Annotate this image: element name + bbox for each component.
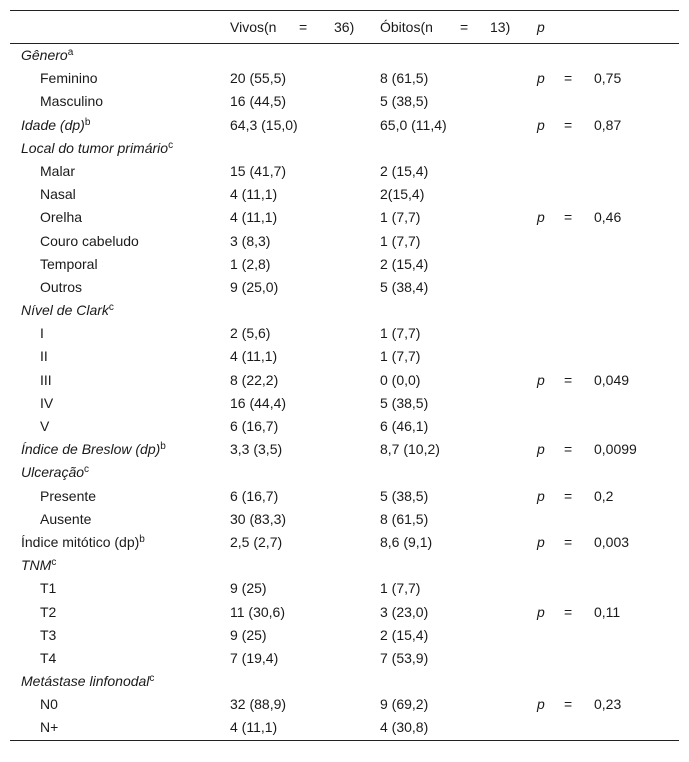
- section-label: Idade (dp)$^b$: [21, 116, 91, 133]
- p-symbol: p: [537, 696, 545, 713]
- p-value: 0,75: [594, 70, 622, 87]
- section-label: Nível de Clark$^c$: [21, 302, 114, 319]
- header-obitos-eq: =: [460, 19, 469, 35]
- section-label: TNM$^c$: [21, 557, 57, 574]
- table-row: Temporal 1 (2,8) 2 (15,4): [40, 255, 429, 272]
- p-value: 0,23: [594, 696, 622, 713]
- table-row: T3 9 (25) 2 (15,4): [40, 626, 429, 643]
- table-row: N0 32 (88,9) 9 (69,2) p = 0,23: [10, 693, 679, 716]
- p-symbol: p: [537, 116, 545, 133]
- table-row: T4 7 (19,4) 7 (53,9): [40, 649, 429, 666]
- p-symbol: p: [537, 533, 545, 550]
- table-row: Malar 15 (41,7) 2 (15,4): [40, 162, 429, 179]
- table-row: Masculino 16 (44,5) 5 (38,5): [40, 93, 429, 110]
- p-value: 0,11: [594, 603, 621, 620]
- section-metastase: [10, 670, 679, 693]
- table-row: T1 9 (25) 1 (7,7): [40, 580, 421, 597]
- header-obitos-label: Óbitos(n: [380, 19, 433, 35]
- p-symbol: p: [537, 603, 545, 620]
- header-vivos-label: Vivos(n: [230, 19, 277, 35]
- results-table: [10, 10, 679, 741]
- section-clark: [10, 299, 679, 322]
- header-p-label: p: [537, 19, 545, 35]
- section-label: Índice de Breslow (dp)$^b$: [21, 441, 166, 458]
- table-row: Couro cabeludo 3 (8,3) 1 (7,7): [40, 232, 421, 249]
- section-breslow: Índice de Breslow (dp)$^b$ 3,3 (3,5) 8,7 (10,2) p = 0,0099: [10, 438, 679, 461]
- p-symbol: p: [537, 487, 545, 504]
- table-row: IV 16 (44,4) 5 (38,5): [40, 394, 429, 411]
- table-row: Orelha 4 (11,1) 1 (7,7) p = 0,46: [10, 206, 679, 229]
- p-symbol: p: [537, 70, 545, 87]
- p-value: 0,46: [594, 209, 622, 226]
- section-tnm: [10, 554, 679, 577]
- header-obitos-n: 13): [490, 19, 511, 35]
- table-row: II 4 (11,1) 1 (7,7): [40, 348, 421, 365]
- p-value: 0,049: [594, 371, 630, 388]
- p-value: 0,003: [594, 533, 630, 550]
- section-idade: Idade (dp)$^b$ 64,3 (15,0) 65,0 (11,4) p = 0,87: [10, 114, 679, 137]
- table-row: III 8 (22,2) 0 (0,0) p = 0,049: [10, 369, 679, 392]
- table-row: V 6 (16,7) 6 (46,1): [40, 418, 429, 434]
- p-value: 0,0099: [594, 441, 637, 458]
- genero-group: [10, 67, 679, 113]
- section-label: Ulceração$^c$: [21, 464, 90, 481]
- section-label: Gênero$^a$: [21, 47, 74, 63]
- header-vivos-n: 36): [334, 19, 355, 35]
- p-symbol: p: [537, 441, 545, 458]
- table-row: Presente 6 (16,7) 5 (38,5) p = 0,2: [10, 485, 679, 508]
- p-value: 0,87: [594, 116, 622, 133]
- p-value: 0,2: [594, 487, 614, 504]
- header-vivos-eq: =: [299, 19, 308, 35]
- section-local: [10, 137, 679, 160]
- table-row: N+ 4 (11,1) 4 (30,8): [40, 719, 429, 736]
- section-label: Metástase linfonodal$^c$: [21, 673, 155, 690]
- table-row: Feminino 20 (55,5) 8 (61,5) p = 0,75: [10, 67, 679, 90]
- section-mitotico: Índice mitótico (dp)$^b$ 2,5 (2,7) 8,6 (9,1) p = 0,003: [10, 531, 679, 554]
- table-row: T2 11 (30,6) 3 (23,0) p = 0,11: [10, 601, 679, 624]
- section-ulceracao: [10, 461, 679, 484]
- table-row: I 2 (5,6) 1 (7,7): [40, 325, 421, 342]
- table-row: Ausente 30 (83,3) 8 (61,5): [40, 510, 429, 527]
- table-row: Nasal 4 (11,1) 2(15,4): [40, 186, 425, 203]
- table-row: Outros 9 (25,0) 5 (38,4): [40, 278, 429, 295]
- table-header: [10, 11, 679, 44]
- p-symbol: p: [537, 209, 545, 226]
- section-genero: [10, 44, 679, 67]
- section-label: Local do tumor primário$^c$: [21, 139, 174, 156]
- section-label: Índice mitótico (dp)$^b$: [21, 533, 145, 550]
- p-symbol: p: [537, 371, 545, 388]
